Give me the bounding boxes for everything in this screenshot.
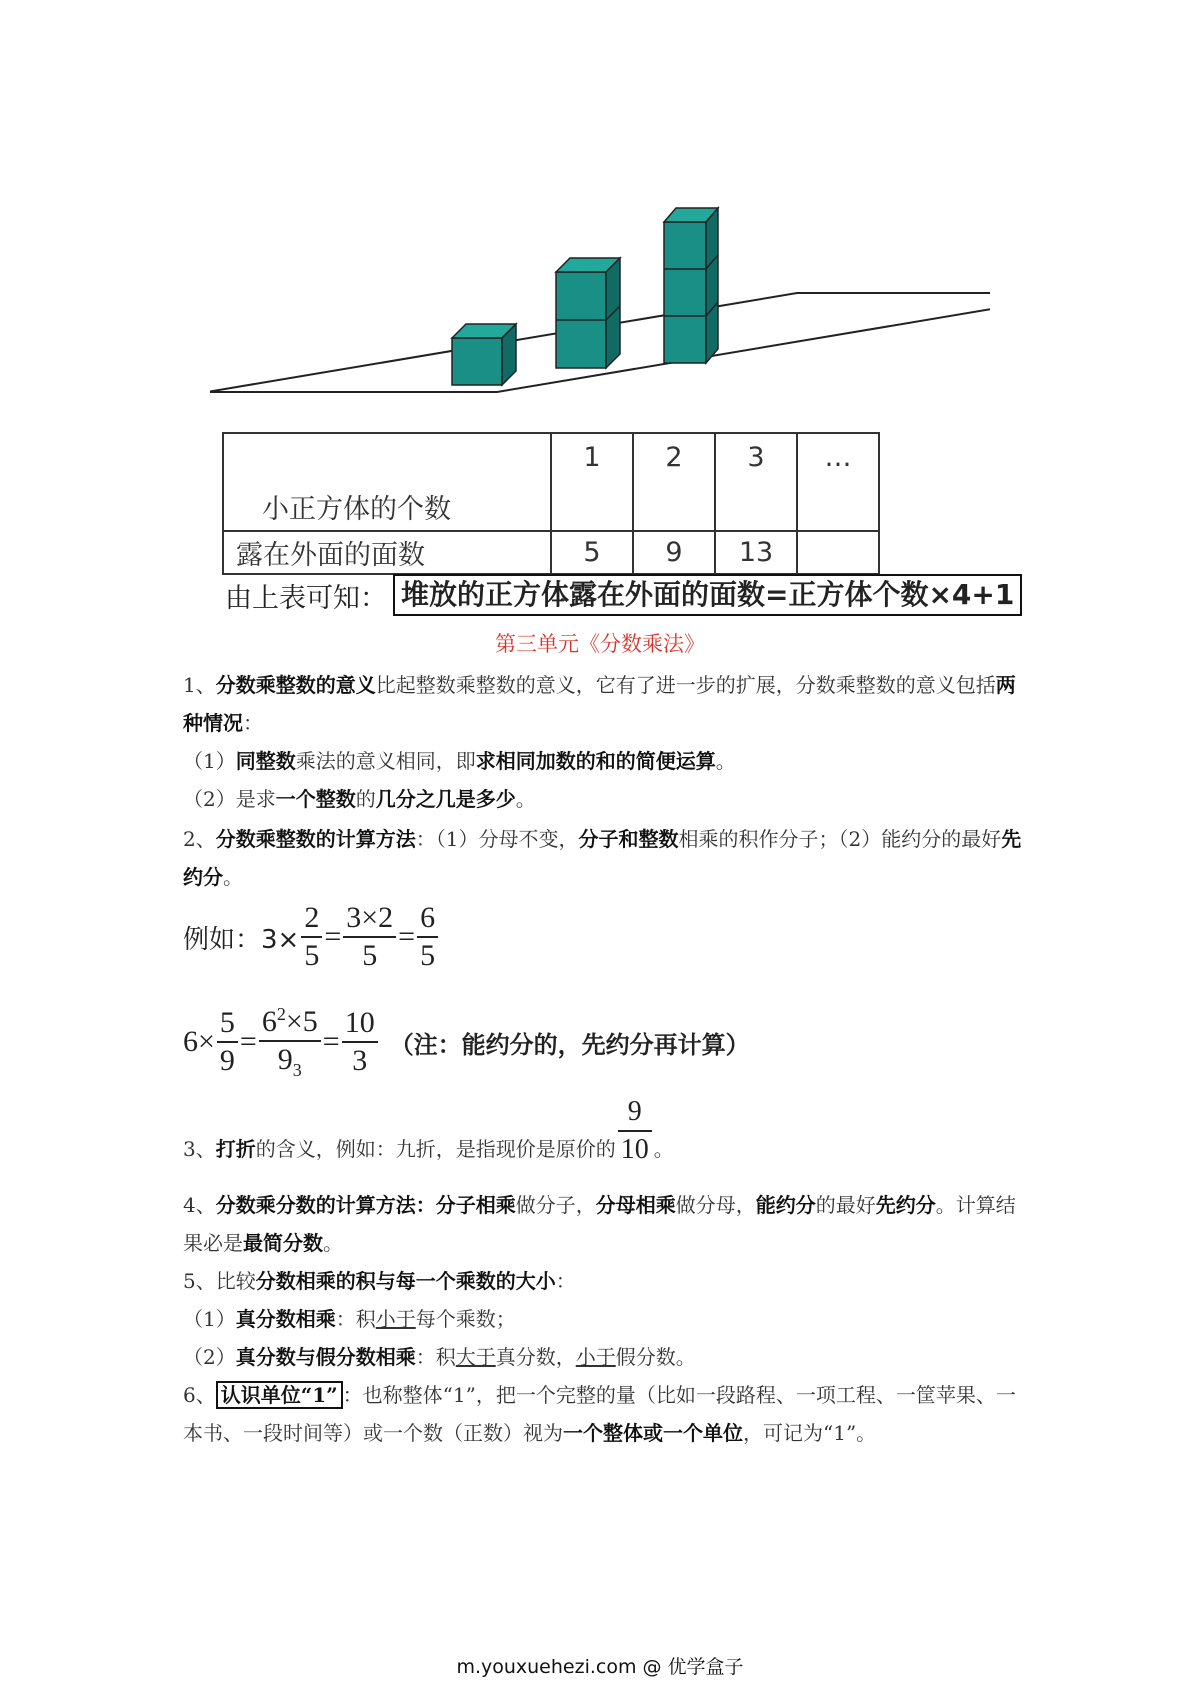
bold-text: 两种情况	[183, 673, 1016, 735]
cube-stack-1	[452, 324, 516, 385]
text: 做分母，	[675, 1193, 756, 1217]
example-1	[183, 900, 440, 974]
bold-text: 几分之几是多少	[375, 787, 516, 811]
bold-text: 求相同加数的和的简便运算	[475, 749, 716, 773]
text: ：	[243, 711, 263, 735]
table-cell: 13	[715, 531, 797, 574]
conclusion-prefix: 由上表可知：	[225, 582, 387, 614]
text: 的最好	[815, 1193, 876, 1217]
fraction: $\frac{5}{9}$	[217, 1005, 238, 1079]
table-cell: 2	[633, 433, 715, 531]
table-cell: 9	[633, 531, 715, 574]
table-cell: …	[797, 433, 879, 531]
fraction: $\frac{2}{5}$	[301, 900, 322, 974]
multiplicand: 6×	[183, 1025, 215, 1058]
bold-text: 分数乘整数的意义	[215, 673, 376, 697]
paragraph-5	[183, 1262, 1025, 1300]
table-row	[223, 433, 879, 531]
conclusion-formula: 堆放的正方体露在外面的面数=正方体个数×4+1	[393, 574, 1022, 616]
paragraph-1b	[183, 780, 1025, 818]
bold-text: 分数相乘的积与每一个乘数的大小	[255, 1269, 556, 1293]
cube-stack-3	[664, 208, 718, 363]
equals-sign: =	[239, 1025, 257, 1058]
item-number: 5、	[183, 1269, 216, 1293]
text: 的含义，例如：九折，是指现价是原价的	[255, 1137, 616, 1161]
text: ：积	[335, 1307, 376, 1331]
bold-text: 分数乘分数的计算方法：分子相乘	[215, 1193, 516, 1217]
fraction: $\frac{6}{5}$	[417, 900, 438, 974]
bold-text: 真分数与假分数相乘	[235, 1345, 416, 1369]
paragraph-5a	[183, 1300, 1025, 1338]
bold-text: 能约分	[755, 1193, 816, 1217]
bold-text: 分母相乘	[595, 1193, 676, 1217]
text: ：也称整体“1”，把一个完整的量（比如一段路程、一项工程、一筐苹果、一本书、一段时间等）或一个数（正数）视为	[183, 1383, 1016, 1445]
text: 。计算结果必是	[183, 1193, 1016, 1255]
example-2	[183, 996, 750, 1088]
paragraph-6	[183, 1376, 1025, 1452]
item-number: 3、	[183, 1137, 216, 1161]
text: ：（1）分母不变，	[415, 827, 579, 851]
item-number: 4、	[183, 1193, 216, 1217]
equals-sign: =	[398, 920, 416, 953]
fraction: $\frac{3\times 2}{5}$	[343, 900, 396, 974]
paragraph-5b	[183, 1338, 1025, 1376]
text: 每个乘数；	[415, 1307, 516, 1331]
text: 。	[653, 1137, 674, 1161]
paragraph-3	[183, 1094, 1025, 1168]
table-cell: 1	[551, 433, 633, 531]
conclusion	[225, 574, 1022, 616]
paragraph-1a	[183, 742, 1025, 780]
text: 真分数，	[495, 1345, 576, 1369]
item-number: 1、	[183, 673, 216, 697]
cube-stack-figure	[210, 200, 990, 440]
text: 做分子，	[515, 1193, 596, 1217]
text: ：积	[415, 1345, 456, 1369]
note: （注：能约分的，先约分再计算）	[389, 1030, 750, 1059]
text: 。	[223, 865, 243, 889]
bold-text: 一个整数	[275, 787, 356, 811]
text: ，可记为“1”。	[743, 1421, 877, 1445]
table-cell: 3	[715, 433, 797, 531]
bold-text: 分子和整数	[578, 827, 679, 851]
text: 比起整数乘整数的意义，它有了进一步的扩展，分数乘整数的意义包括	[375, 673, 996, 697]
item-number: 2、	[183, 827, 216, 851]
text: ：	[555, 1269, 576, 1293]
bold-text: 打折	[215, 1137, 256, 1161]
text: 。	[715, 749, 736, 773]
text: 。	[515, 787, 536, 811]
paragraph-4	[183, 1186, 1025, 1262]
table-cell: 5	[551, 531, 633, 574]
text: 相乘的积作分子；（2）能约分的最好	[678, 827, 1002, 851]
row-label-cube-count: 小正方体的个数	[223, 433, 551, 531]
text: 。	[323, 1231, 343, 1255]
underlined-text: 大于	[455, 1345, 496, 1369]
underlined-text: 小于	[375, 1307, 416, 1331]
text: （1）	[183, 749, 236, 773]
item-number: 6、	[183, 1383, 216, 1407]
text: 乘法的意义相同，即	[295, 749, 476, 773]
section-title: 第三单元《分数乘法》	[495, 632, 705, 656]
row-label-face-count: 露在外面的面数	[223, 531, 551, 574]
paragraph-1	[183, 666, 1025, 742]
text: 比较	[215, 1269, 256, 1293]
underlined-text: 小于	[575, 1345, 616, 1369]
footer-watermark: m.youxuehezi.com @ 优学盒子	[456, 1656, 744, 1678]
bold-text: 真分数相乘	[235, 1307, 336, 1331]
fraction: $\frac{9}{10}$	[618, 1094, 652, 1168]
cube-face-table	[222, 432, 880, 575]
bold-text: 分数乘整数的计算方法	[215, 827, 416, 851]
boxed-term: 认识单位“1”	[216, 1381, 343, 1409]
fraction-with-cancel: $\frac{6^2\times 5}{9_3}$	[259, 996, 321, 1088]
fraction: $\frac{10}{3}$	[342, 1005, 378, 1079]
text: （2）是求	[183, 787, 276, 811]
bold-text: 先约分	[875, 1193, 936, 1217]
text: 的	[355, 787, 376, 811]
equals-sign: =	[324, 920, 342, 953]
example-label: 例如：3×	[183, 924, 300, 955]
text: 假分数。	[615, 1345, 696, 1369]
equals-sign: =	[322, 1025, 340, 1058]
bold-text: 最简分数	[243, 1231, 323, 1255]
text: （2）	[183, 1345, 236, 1369]
bold-text: 一个整体或一个单位	[563, 1421, 743, 1445]
bold-text: 同整数	[235, 749, 296, 773]
table-row	[223, 531, 879, 574]
table-cell	[797, 531, 879, 574]
text: （1）	[183, 1307, 236, 1331]
bold-text: 先约分	[183, 827, 1022, 889]
paragraph-2	[183, 820, 1025, 896]
cube-stack-2	[556, 258, 620, 368]
